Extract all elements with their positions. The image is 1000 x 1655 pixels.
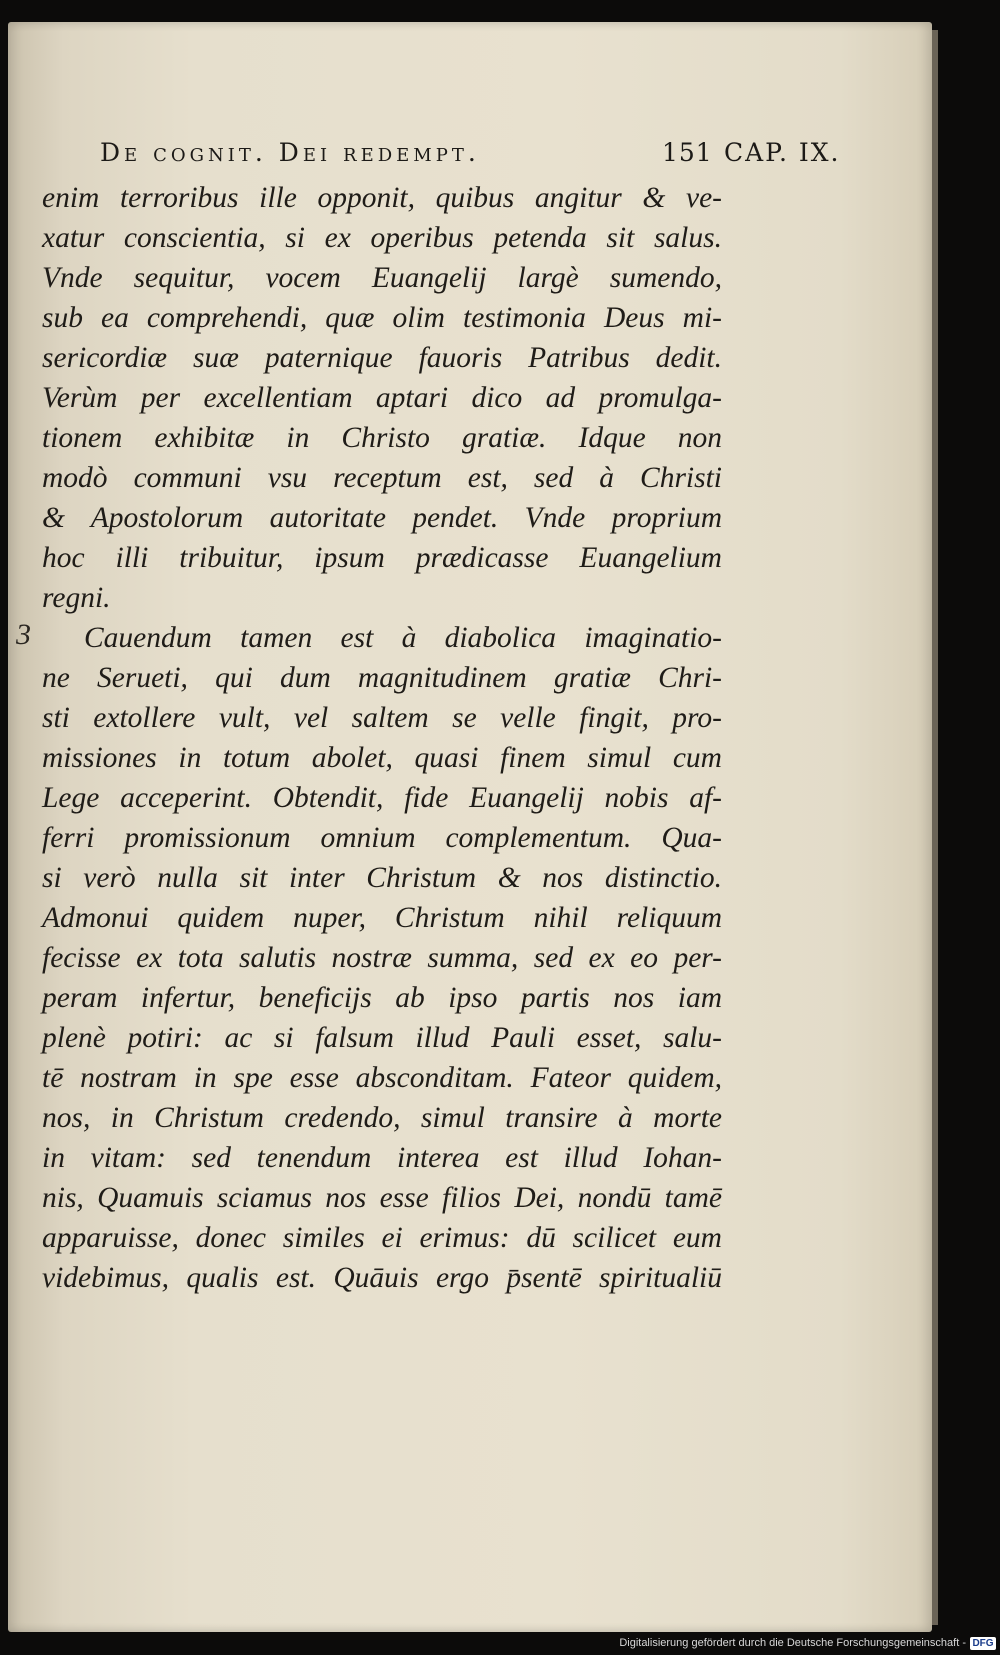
text-line-paragraph-end: regni.	[42, 582, 111, 614]
text-line: nos, in Christum credendo, simul transire à morte	[42, 1102, 722, 1134]
text-line: missiones in totum abolet, quasi finem simul cum	[42, 742, 722, 774]
text-line: in vitam: sed tenendum interea est illud Iohan-	[42, 1142, 722, 1174]
text-line: Lege acceperint. Obtendit, fide Euangelij nobis af-	[42, 782, 722, 814]
text-line: Verùm per excellentiam aptari dico ad promulga-	[42, 382, 722, 414]
running-head-title: De cognit. Dei redempt.	[100, 138, 480, 167]
text-line: ne Serueti, qui dum magnitudinem gratiæ Chri-	[42, 662, 722, 694]
chapter-label: CAP. IX.	[724, 138, 841, 167]
page-number: 151	[662, 138, 713, 167]
paragraph-number: 3	[16, 618, 31, 651]
text-line: tē nostram in spe esse absconditam. Fateor quidem,	[42, 1062, 722, 1094]
text-line: tionem exhibitæ in Christo gratiæ. Idque non	[42, 422, 722, 454]
text-line: xatur conscientia, si ex operibus petenda sit salus.	[42, 222, 722, 254]
dfg-logo: DFG	[970, 1637, 996, 1650]
body-text	[16, 178, 722, 1298]
text-line: sti extollere vult, vel saltem se velle fingit, pro-	[42, 702, 722, 734]
text-line: videbimus, qualis est. Quāuis ergo p̄sentē spiritualiū	[42, 1262, 722, 1294]
text-line: sericordiæ suæ paternique fauoris Patribus dedit.	[42, 342, 722, 374]
text-line: modò communi vsu receptum est, sed à Christi	[42, 462, 722, 494]
text-line: Vnde sequitur, vocem Euangelij largè sumendo,	[42, 262, 722, 294]
text-line: Admonui quidem nuper, Christum nihil reliquum	[42, 902, 722, 934]
text-line: ferri promissionum omnium complementum. Qua-	[42, 822, 722, 854]
book-page	[8, 22, 932, 1632]
text-line: fecisse ex tota salutis nostræ summa, sed ex eo per-	[42, 942, 722, 974]
text-line: peram infertur, beneficijs ab ipso partis nos iam	[42, 982, 722, 1014]
text-line: hoc illi tribuitur, ipsum prædicasse Euangelium	[42, 542, 722, 574]
text-line-paragraph-start: Cauendum tamen est à diabolica imaginatio-	[84, 622, 722, 654]
text-line: enim terroribus ille opponit, quibus angitur & ve-	[42, 182, 722, 214]
digitization-footer	[0, 1632, 1000, 1655]
text-line: & Apostolorum autoritate pendet. Vnde proprium	[42, 502, 722, 534]
text-line: plenè potiri: ac si falsum illud Pauli esset, salu-	[42, 1022, 722, 1054]
text-line: nis, Quamuis sciamus nos esse filios Dei, nondū tamē	[42, 1182, 722, 1214]
text-line: sub ea comprehendi, quæ olim testimonia Deus mi-	[42, 302, 722, 334]
text-line: apparuisse, donec similes ei erimus: dū scilicet eum	[42, 1222, 722, 1254]
page-edge	[932, 30, 938, 1625]
text-line: si verò nulla sit inter Christum & nos distinctio.	[42, 862, 722, 894]
funding-credit: Digitalisierung gefördert durch die Deutsche Forschungsgemeinschaft -	[619, 1637, 966, 1649]
running-head	[100, 134, 860, 174]
